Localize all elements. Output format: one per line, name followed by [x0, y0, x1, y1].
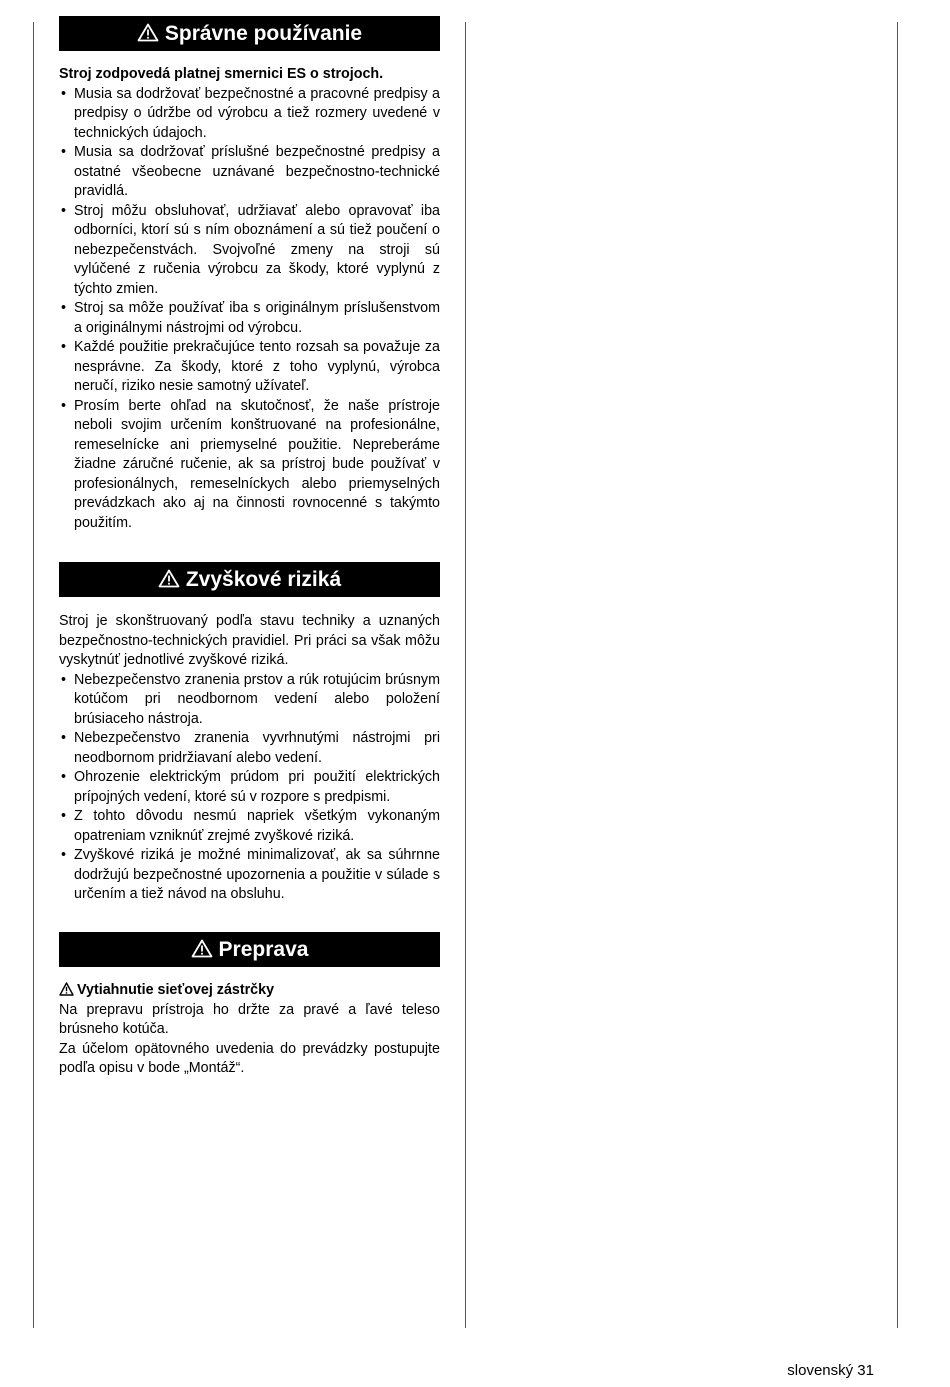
paragraph: Na prepravu prístroja ho držte za pravé a ľavé teleso brúsneho kotúča.	[59, 1001, 440, 1037]
list-item: • Musia sa dodržovať príslušné bezpečnostné predpisy a ostatné všeobecne uznávané bezpečnostno-technické pravidlá.	[59, 143, 440, 202]
section-residual-risks	[59, 562, 440, 905]
section-lead: Stroj zodpovedá platnej smernici ES o strojoch.	[59, 66, 384, 82]
section-title: Zvyškové riziká	[185, 568, 342, 591]
bullet-list	[59, 671, 440, 905]
list-item: • Prosím berte ohľad na skutočnosť, že naše prístroje neboli svojim určením konštruované na profesionálne, remeselnícke ani priemyselné použitie. Nepreberáme žiadne záručné ručenie, ak sa prístroj bude používať v profesionálnych, remeselníckych alebo priemyselných prevádzkach ako aj na činnosti rovnocenné s takýmto použitím.	[59, 397, 440, 534]
warning-triangle-icon	[59, 982, 74, 996]
bullet-list	[59, 85, 440, 534]
section-intro: Stroj je skonštruovaný podľa stavu techniky a uznaných bezpečnostno-technických pravidiel. Pri práci sa však môžu vyskytnúť jednotlivé zvyškové riziká.	[59, 613, 440, 668]
list-item: • Zvyškové riziká je možné minimalizovať, ak sa súhrnne dodržujú bezpečnostné upozornenia a použitie v súlade s určením a tiež návod na obsluhu.	[59, 846, 440, 905]
left-margin-line	[33, 22, 34, 1328]
warning-triangle-icon	[158, 569, 180, 588]
paragraph: Za účelom opätovného uvedenia do prevádzky postupujte podľa opisu v bode „Montáž“.	[59, 1040, 440, 1076]
list-item: • Z tohto dôvodu nesmú napriek všetkým vykonaným opatreniam vzniknúť zrejmé zvyškové riziká.	[59, 807, 440, 846]
warning-triangle-icon	[137, 23, 159, 42]
list-item: • Musia sa dodržovať bezpečnostné a pracovné predpisy a predpisy o údržbe od výrobcu a tiež rozmery uvedené v technických údajoch.	[59, 85, 440, 144]
section-title: Preprava	[218, 938, 309, 961]
section-transport	[59, 932, 440, 1079]
list-item: • Stroj sa môže používať iba s originálnym príslušenstvom a originálnymi nástrojmi od výrobcu.	[59, 299, 440, 338]
section-title: Správne používanie	[164, 22, 363, 45]
section-header	[59, 16, 440, 51]
section-header	[59, 562, 440, 597]
section-correct-use	[59, 16, 440, 533]
list-item: • Ohrozenie elektrickým prúdom pri použití elektrických prípojných vedení, ktoré sú v rozpore s predpismi.	[59, 768, 440, 807]
warning-triangle-icon	[191, 939, 213, 958]
list-item: • Stroj môžu obsluhovať, udržiavať alebo opravovať iba odborníci, ktorí sú s ním oboznámení a sú tiež poučení o nebezpečenstvách. Svojvoľné zmeny na stroji sú vylúčené z ručenia výrobcu za škody, ktoré vyplynú z týchto zmien.	[59, 202, 440, 300]
page-number-label: slovenský 31	[787, 1362, 874, 1379]
section-header	[59, 932, 440, 967]
list-item: • Nebezpečenstvo zranenia prstov a rúk rotujúcim brúsnym kotúčom pri neodbornom vedení alebo položení brúsiaceho nástroja.	[59, 671, 440, 730]
right-margin-line	[897, 22, 898, 1328]
list-item: • Každé použitie prekračujúce tento rozsah sa považuje za nesprávne. Za škody, ktoré z toho vyplynú, výrobca neručí, riziko nesie samotný užívateľ.	[59, 338, 440, 397]
center-divider-line	[465, 22, 466, 1328]
subsection-title	[59, 981, 440, 1001]
subsection-title-text: Vytiahnutie sieťovej zástrčky	[77, 982, 275, 998]
list-item: • Nebezpečenstvo zranenia vyvrhnutými nástrojmi pri neodbornom pridržiavaní alebo vedení.	[59, 729, 440, 768]
